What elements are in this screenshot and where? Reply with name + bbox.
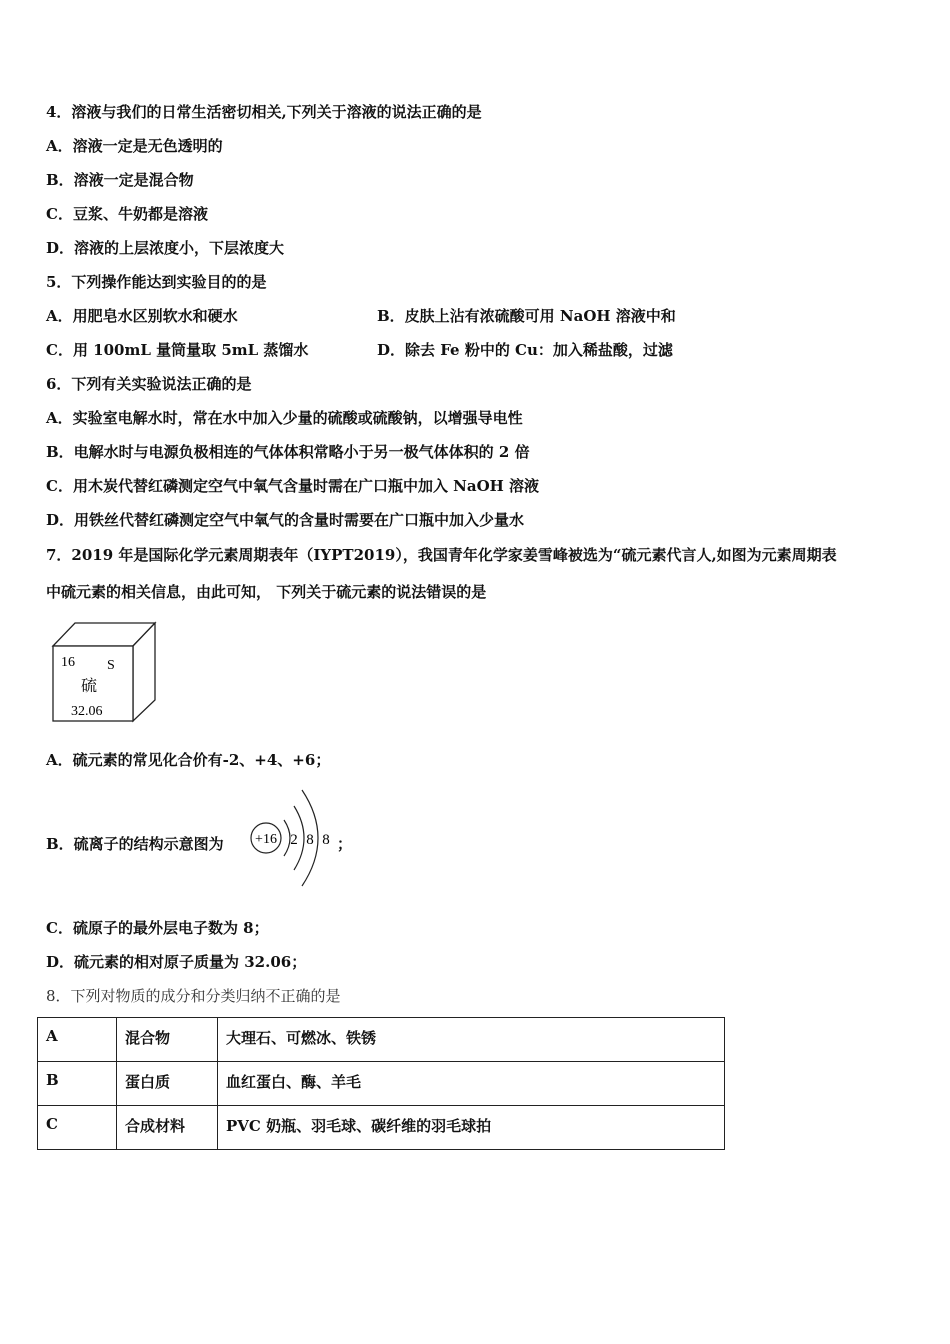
row-items: 大理石、可燃冰、铁锈 [218, 1018, 725, 1062]
q4-stem: 4．溶液与我们的日常生活密切相关,下列关于溶液的说法正确的是 [46, 103, 482, 121]
q7-option-b-suffix: ； [337, 835, 353, 853]
shell-1-electrons: 2 [290, 832, 298, 848]
classification-table [37, 1017, 725, 1150]
q4-option-a: A．溶液一定是无色透明的 [46, 137, 223, 155]
q7-stem-line1: 7．2019 年是国际化学元素周期表年（IYPT2019），我国青年化学家姜雪峰被选为“硫元素代言人,如图为元素周期表 [46, 546, 837, 564]
element-symbol: S [107, 658, 115, 673]
q5-stem: 5．下列操作能达到实验目的的是 [46, 273, 267, 291]
q6-stem: 6．下列有关实验说法正确的是 [46, 375, 252, 393]
q5-option-c: C．用 100mL 量筒量取 5mL 蒸馏水 [46, 341, 309, 359]
q5-option-b: B．皮肤上沾有浓硫酸可用 NaOH 溶液中和 [377, 307, 676, 325]
q7-stem-line2: 中硫元素的相关信息，由此可知， 下列关于硫元素的说法错误的是 [46, 583, 487, 601]
q6-option-c: C．用木炭代替红磷测定空气中氧气含量时需在广口瓶中加入 NaOH 溶液 [46, 477, 540, 495]
shell-2-electrons: 8 [306, 832, 314, 848]
q4-option-d: D．溶液的上层浓度小，下层浓度大 [46, 239, 285, 257]
q6-option-b: B．电解水时与电源负极相连的气体体积常略小于另一极气体体积的 2 倍 [46, 443, 530, 461]
q6-option-d: D．用铁丝代替红磷测定空气中氧气的含量时需要在广口瓶中加入少量水 [46, 511, 525, 529]
row-option: C [38, 1106, 117, 1150]
q5-option-a: A．用肥皂水区别软水和硬水 [46, 307, 238, 325]
nucleus-charge: +16 [255, 832, 277, 847]
row-category: 蛋白质 [117, 1062, 218, 1106]
element-card-figure [50, 620, 162, 726]
shell-3-electrons: 8 [322, 832, 330, 848]
row-items: 血红蛋白、酶、羊毛 [218, 1062, 725, 1106]
q7-option-a: A．硫元素的常见化合价有-2、+4、+6； [46, 751, 331, 769]
row-option: A [38, 1018, 117, 1062]
q5-option-d: D．除去 Fe 粉中的 Cu：加入稀盐酸，过滤 [377, 341, 673, 359]
element-mass: 32.06 [71, 704, 103, 719]
table-row [38, 1106, 725, 1150]
q4-option-b: B．溶液一定是混合物 [46, 171, 194, 189]
row-items: PVC 奶瓶、羽毛球、碳纤维的羽毛球拍 [218, 1106, 725, 1150]
q7-option-c: C．硫原子的最外层电子数为 8； [46, 919, 269, 937]
table-row [38, 1062, 725, 1106]
q6-option-a: A．实验室电解水时，常在水中加入少量的硫酸或硫酸钠，以增强导电性 [46, 409, 523, 427]
row-category: 混合物 [117, 1018, 218, 1062]
q7-option-d: D．硫元素的相对原子质量为 32.06； [46, 953, 307, 971]
sulfur-ion-diagram [246, 780, 346, 896]
element-name: 硫 [81, 676, 98, 695]
q7-option-b: B．硫离子的结构示意图为 [46, 835, 224, 853]
table-row [38, 1018, 725, 1062]
q4-option-c: C．豆浆、牛奶都是溶液 [46, 205, 208, 223]
element-number: 16 [61, 655, 75, 670]
row-category: 合成材料 [117, 1106, 218, 1150]
row-option: B [38, 1062, 117, 1106]
q8-stem: 8．下列对物质的成分和分类归纳不正确的是 [46, 987, 341, 1005]
